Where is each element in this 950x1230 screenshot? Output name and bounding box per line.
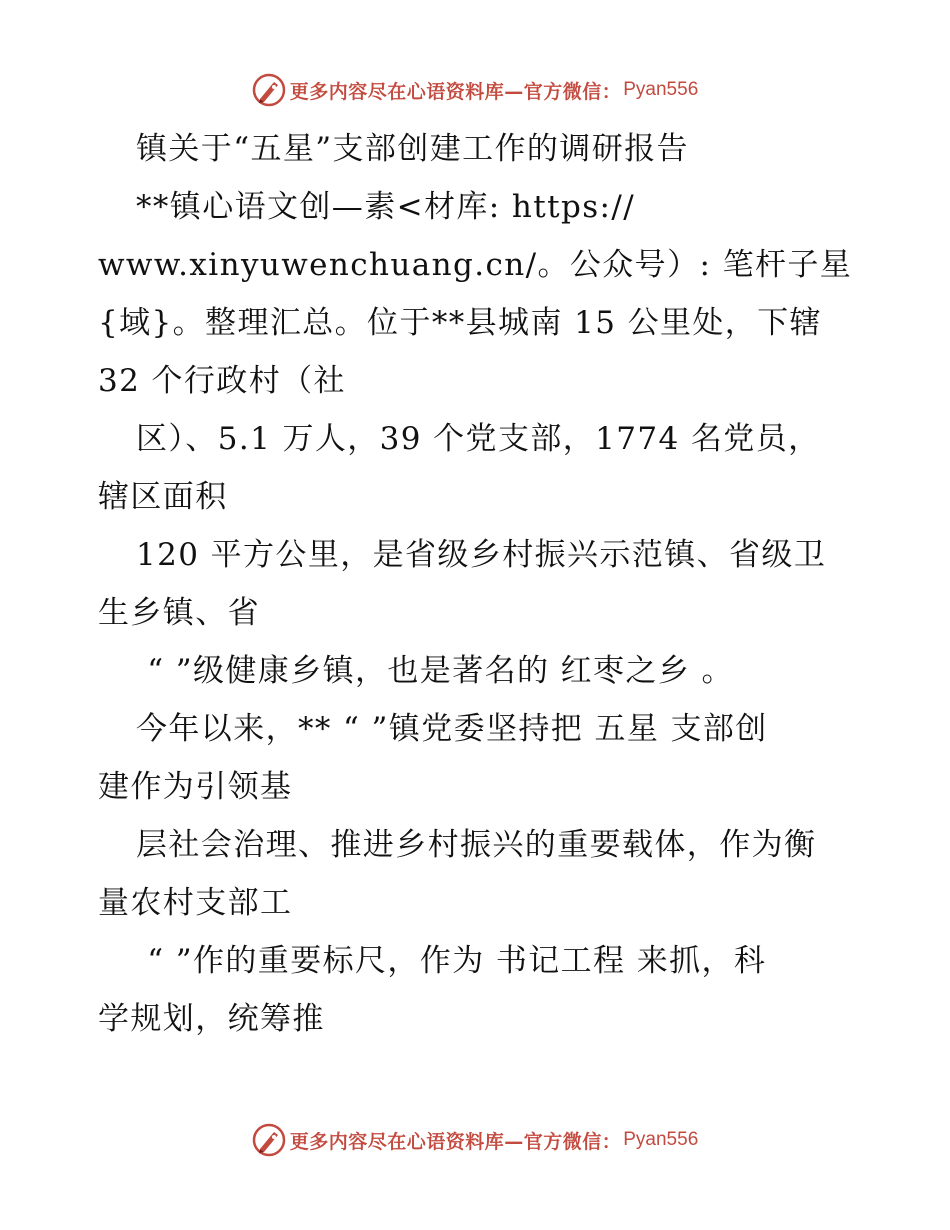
body-line: “ ”作的重要标尺，作为 书记工程 来抓，科: [136, 943, 767, 979]
body-line: **镇心语文创—素<材库: https://: [136, 189, 636, 225]
banner-wechat-id: Pyan556: [623, 1129, 699, 1150]
body-line: 量农村支部工: [98, 885, 293, 921]
header-banner: [0, 70, 950, 110]
body-line: {域}。整理汇总。位于**县城南 15 公里处，下辖: [98, 305, 822, 341]
document-title: 镇关于“五星”支部创建工作的调研报告: [136, 131, 689, 167]
footer-banner: [0, 1120, 950, 1160]
banner-wechat-id: Pyan556: [623, 79, 699, 100]
banner-text: 更多内容尽在心语资料库—官方微信：: [289, 1130, 622, 1153]
banner-text: 更多内容尽在心语资料库—官方微信：: [289, 80, 622, 103]
body-line: 建作为引领基: [98, 769, 293, 805]
body-line: 学规划，统筹推: [98, 1001, 325, 1037]
body-line: “ ”级健康乡镇，也是著名的 红枣之乡 。: [136, 653, 734, 689]
body-line: 120 平方公里，是省级乡村振兴示范镇、省级卫: [136, 537, 827, 573]
pen-logo-icon: [252, 73, 286, 107]
body-line: 今年以来，** “ ”镇党委坚持把 五星 支部创: [136, 711, 768, 747]
document-body: [98, 120, 858, 1048]
body-line: 层社会治理、推进乡村振兴的重要载体，作为衡: [136, 827, 817, 863]
body-line: 32 个行政村（社: [98, 363, 346, 399]
body-line: 区）、5.1 万人，39 个党支部，1774 名党员，: [136, 421, 821, 457]
body-line: 生乡镇、省: [98, 595, 260, 631]
body-line: 辖区面积: [98, 479, 228, 515]
pen-logo-icon: [252, 1123, 286, 1157]
body-line: www.xinyuwenchuang.cn/。公众号）: 笔杆子星: [98, 247, 853, 283]
